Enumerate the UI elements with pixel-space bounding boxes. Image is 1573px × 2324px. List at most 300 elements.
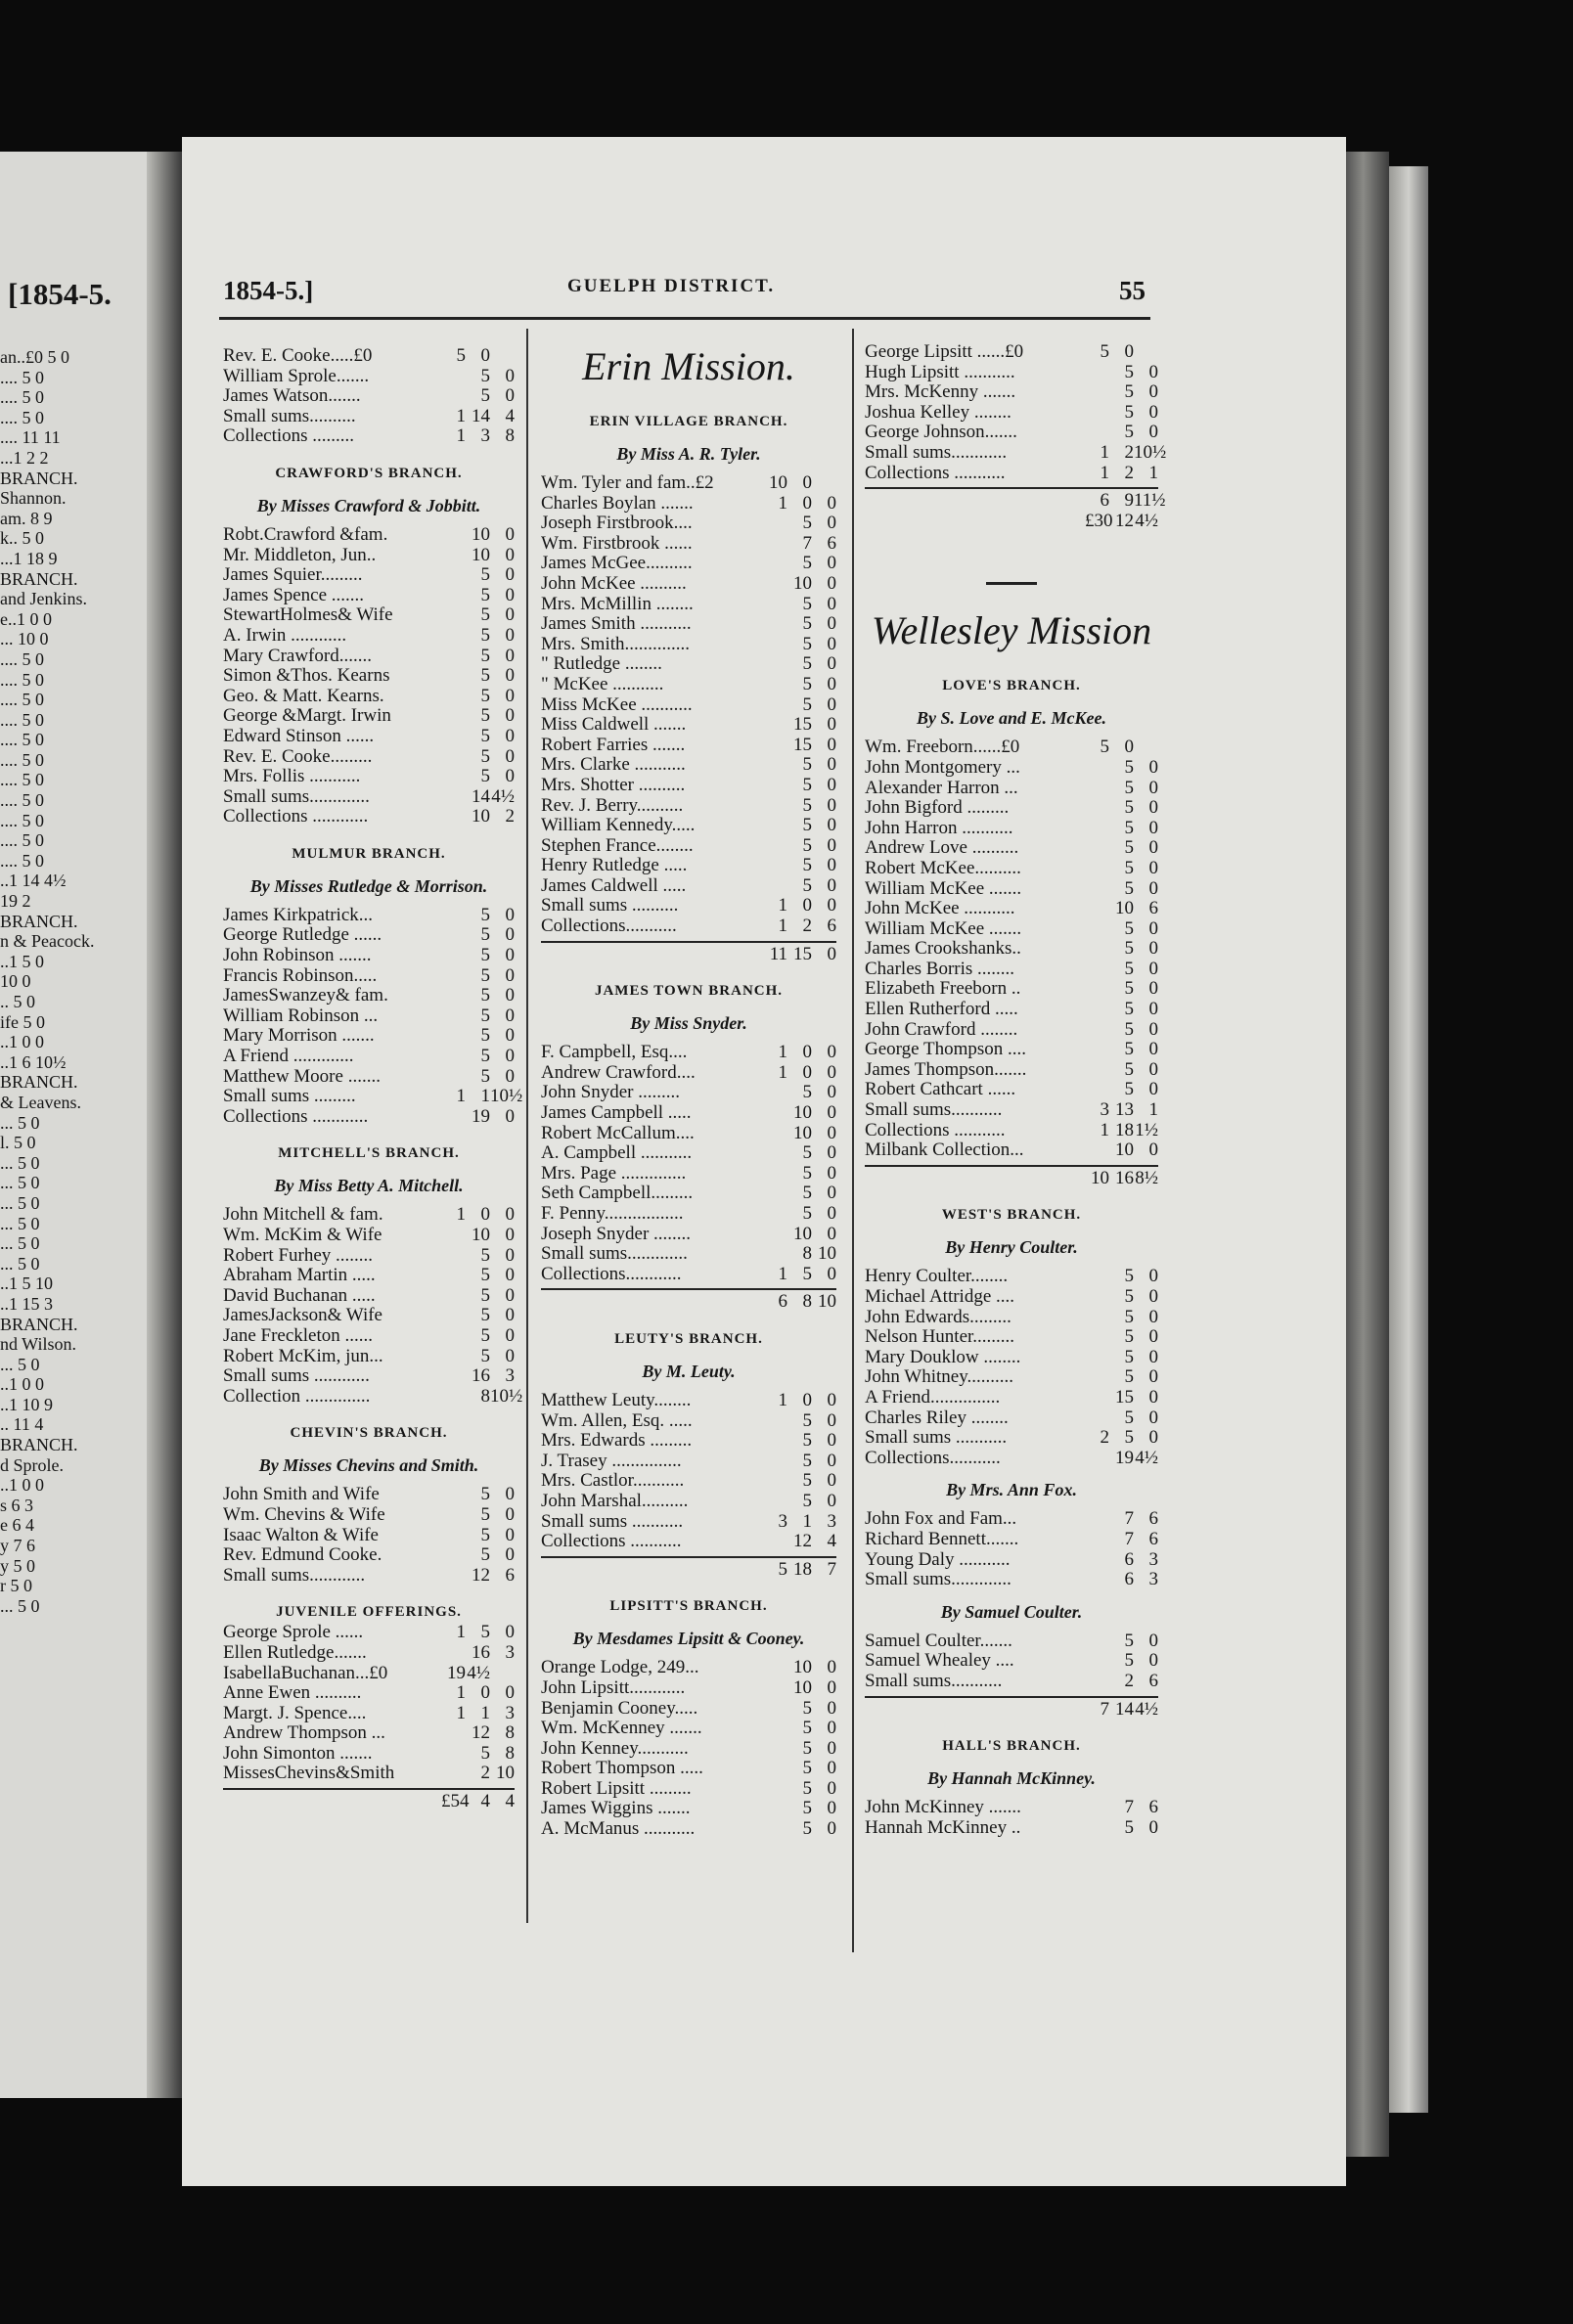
- left-page-row: ..1 14 4½: [0, 871, 67, 891]
- entry-amount: [441, 1026, 466, 1047]
- left-page-row: ...1 2 2: [0, 447, 49, 468]
- entry-row: [223, 1347, 515, 1367]
- entry-row: [865, 403, 1158, 424]
- entry-amount: 1½: [1135, 1119, 1158, 1140]
- entry-amount: 0: [505, 645, 515, 666]
- entry-name: A. Irwin ............: [223, 625, 347, 646]
- entry-amount: 1: [778, 1061, 787, 1083]
- entry-amount: 5: [802, 874, 812, 896]
- subtotal-row: [223, 1788, 515, 1812]
- entry-name: John McKinney .......: [865, 1798, 1021, 1818]
- entry-amount: 5: [1124, 401, 1134, 423]
- left-page-row: .... 5 0: [0, 730, 44, 750]
- entry-amount: 0: [1148, 1630, 1158, 1651]
- entry-name: James Squier.........: [223, 565, 363, 586]
- entry-amount: 0: [827, 855, 836, 876]
- entry-amount: 5: [778, 1558, 787, 1580]
- branch-heading: MITCHELL'S BRANCH.: [278, 1145, 460, 1162]
- entry-row: [865, 1570, 1158, 1590]
- entry-amount: 0: [827, 593, 836, 614]
- entry-amount: [441, 586, 466, 606]
- entry-amount: 10: [472, 544, 490, 565]
- entry-row: [223, 1326, 515, 1347]
- entry-amount: 0: [827, 734, 836, 755]
- entry-name: JamesSwanzey& fam.: [223, 986, 388, 1006]
- left-page-row: ... 5 0: [0, 1595, 40, 1616]
- entry-amount: [1085, 1570, 1109, 1590]
- entry-amount: 0: [1148, 777, 1158, 798]
- page-title: GUELPH DISTRICT.: [567, 276, 776, 296]
- entry-amount: [1085, 1040, 1109, 1060]
- entry-amount: [1085, 1530, 1109, 1550]
- entry-amount: [441, 767, 466, 787]
- entry-amount: [1085, 1060, 1109, 1081]
- entry-name: Seth Campbell.........: [541, 1184, 694, 1204]
- entry-amount: 5: [802, 1697, 812, 1719]
- entry-amount: 4½: [467, 1662, 490, 1683]
- entry-name: Collections .........: [223, 426, 355, 447]
- entry-amount: 0: [1148, 1039, 1158, 1060]
- entry-amount: 0: [827, 874, 836, 896]
- entry-amount: 1: [456, 1622, 466, 1643]
- left-page-header: [1854-5.: [8, 277, 112, 311]
- left-page-row: BRANCH.: [0, 568, 78, 589]
- entry-amount: [1085, 798, 1109, 819]
- entry-amount: [763, 554, 787, 574]
- entry-amount: 10½: [490, 1086, 523, 1107]
- entry-amount: [441, 986, 466, 1006]
- entry-row: [541, 1471, 836, 1492]
- entry-name: James Smith ...........: [541, 614, 692, 635]
- left-page-row: ... 5 0: [0, 1213, 40, 1233]
- entry-amount: [1085, 1550, 1109, 1571]
- entry-amount: 5: [456, 345, 466, 366]
- entry-row: [865, 512, 1158, 532]
- entry-name: Mrs. Smith..............: [541, 634, 691, 654]
- collector-line: By Miss Snyder.: [630, 1013, 747, 1034]
- entry-amount: 2: [1100, 1427, 1109, 1449]
- entry-amount: [441, 1246, 466, 1267]
- entry-amount: [763, 1658, 787, 1678]
- entry-amount: 5: [1124, 1079, 1134, 1100]
- entry-amount: 7: [1124, 1528, 1134, 1549]
- entry-name: Wm. Chevins & Wife: [223, 1504, 385, 1525]
- entry-name: John Snyder .........: [541, 1083, 680, 1103]
- section-dash: [986, 582, 1037, 585]
- entry-amount: 7: [802, 532, 812, 554]
- collector-line: By Samuel Coulter.: [940, 1601, 1083, 1622]
- entry-amount: 5: [1124, 1018, 1134, 1040]
- entry-amount: £54: [441, 1791, 470, 1812]
- entry-amount: 5: [1124, 817, 1134, 838]
- entry-name: Collections...........: [865, 1448, 1001, 1468]
- entry-amount: 0: [827, 815, 836, 836]
- entry-name: Ellen Rutherford .....: [865, 1000, 1018, 1020]
- entry-amount: [763, 1204, 787, 1225]
- entry-row: [865, 1080, 1158, 1100]
- entry-amount: [763, 1699, 787, 1720]
- entry-name: William Sprole.......: [223, 366, 370, 386]
- entry-amount: [441, 1387, 466, 1408]
- entry-amount: [490, 346, 515, 367]
- entry-row: [541, 1719, 836, 1739]
- entry-amount: 0: [827, 1162, 836, 1184]
- entry-row: [865, 1530, 1158, 1550]
- subtotal-row: [865, 487, 1166, 512]
- entry-name: James Wiggins .......: [541, 1799, 691, 1819]
- entry-amount: 5: [1124, 381, 1134, 403]
- entry-amount: [763, 715, 787, 736]
- entry-amount: 0: [505, 964, 515, 986]
- entry-amount: [1085, 1287, 1109, 1308]
- entry-amount: [763, 1779, 787, 1800]
- entry-name: Collections ............: [223, 807, 369, 827]
- entry-name: Small sums..........: [223, 406, 356, 426]
- entry-amount: 0: [827, 513, 836, 534]
- entry-amount: 0: [827, 1777, 836, 1799]
- entry-amount: 0: [505, 685, 515, 706]
- entry-amount: 5: [802, 1142, 812, 1164]
- entry-amount: 12: [1115, 510, 1134, 531]
- entry-amount: 0: [1148, 797, 1158, 819]
- entry-amount: 0: [827, 1122, 836, 1143]
- entry-amount: 12: [793, 1531, 812, 1552]
- entry-row: [541, 1819, 836, 1840]
- header-rule: [219, 317, 1150, 320]
- collector-line: By M. Leuty.: [642, 1361, 736, 1381]
- entry-amount: 5: [1124, 756, 1134, 778]
- entry-name: William Robinson ...: [223, 1006, 379, 1026]
- entry-amount: 5: [1124, 1346, 1134, 1367]
- entry-amount: 5: [480, 1524, 490, 1545]
- entry-amount: [763, 1819, 787, 1840]
- entry-amount: 0: [1148, 1816, 1158, 1838]
- entry-row: [865, 859, 1158, 879]
- entry-row: [541, 796, 836, 817]
- entry-name: JamesJackson& Wife: [223, 1306, 382, 1326]
- entry-amount: [763, 1471, 787, 1492]
- entry-amount: 5: [802, 855, 812, 876]
- entry-amount: [441, 1643, 466, 1664]
- entry-name: Geo. & Matt. Kearns.: [223, 686, 384, 706]
- entry-amount: 10: [793, 1676, 812, 1698]
- entry-name: [865, 491, 1085, 512]
- entry-amount: 0: [1148, 1650, 1158, 1672]
- collector-line: By Miss Betty A. Mitchell.: [274, 1176, 464, 1196]
- entry-name: Mary Crawford.......: [223, 646, 372, 666]
- entry-name: F. Penny.................: [541, 1204, 684, 1224]
- entry-amount: 8: [505, 425, 515, 447]
- entry-amount: [441, 1723, 466, 1744]
- entry-name: Hugh Lipsitt ...........: [865, 362, 1015, 382]
- entry-name: Collections...........: [541, 916, 677, 937]
- entry-row: [223, 1026, 515, 1047]
- entry-amount: 5: [802, 794, 812, 816]
- entry-row: [223, 1067, 515, 1088]
- entry-amount: 1: [1100, 441, 1109, 463]
- entry-row: [541, 1411, 836, 1432]
- entry-row: [541, 776, 836, 796]
- entry-amount: 4½: [491, 785, 515, 807]
- entry-amount: 7: [1124, 1508, 1134, 1530]
- entry-amount: [763, 654, 787, 675]
- entry-amount: 6: [778, 1291, 787, 1313]
- left-page-row: nd Wilson.: [0, 1334, 76, 1355]
- entry-name: J. Trasey ...............: [541, 1451, 682, 1471]
- entry-name: John Harron ...........: [865, 818, 1013, 838]
- entry-amount: 0: [505, 725, 515, 746]
- entry-row: [541, 654, 836, 675]
- entry-amount: 0: [505, 1324, 515, 1346]
- entry-amount: 5: [480, 705, 490, 727]
- entry-amount: [441, 807, 466, 827]
- entry-row: [541, 1512, 836, 1533]
- entry-row: [541, 1225, 836, 1245]
- page-edge-stack: [1389, 166, 1428, 2113]
- entry-amount: 1: [480, 1702, 490, 1723]
- entry-amount: 0: [505, 745, 515, 767]
- entry-name: Small sums .........: [223, 1087, 356, 1107]
- page-number: 55: [1119, 276, 1146, 305]
- collector-line: By Misses Chevins and Smith.: [258, 1455, 479, 1476]
- entry-amount: [441, 1744, 466, 1765]
- entry-name: John McKee ...........: [865, 899, 1015, 919]
- entry-amount: 16: [1115, 1167, 1134, 1188]
- entry-amount: [1085, 879, 1109, 900]
- entry-amount: 0: [505, 1204, 515, 1226]
- entry-name: Isaac Walton & Wife: [223, 1525, 379, 1545]
- entry-row: [865, 1818, 1158, 1839]
- entry-amount: 0: [505, 624, 515, 646]
- entry-name: Robt.Crawford &fam.: [223, 524, 388, 545]
- entry-name: Francis Robinson.....: [223, 965, 378, 986]
- entry-name: Small sums.............: [223, 786, 370, 807]
- entry-row: [541, 1143, 836, 1164]
- entry-row: [865, 838, 1158, 859]
- entry-amount: 1: [778, 1389, 787, 1410]
- entry-amount: 5: [802, 1082, 812, 1103]
- entry-name: Andrew Crawford....: [541, 1062, 696, 1083]
- left-page-row: ..1 0 0: [0, 1032, 44, 1052]
- entry-amount: [1085, 1818, 1109, 1839]
- entry-row: [223, 906, 515, 926]
- entry-amount: 8: [505, 1722, 515, 1744]
- entry-row: [541, 1658, 836, 1678]
- left-page-row: ...1 18 9: [0, 548, 58, 568]
- entry-amount: [763, 514, 787, 534]
- left-page-row: an..£0 5 0: [0, 347, 69, 367]
- branch-heading: LIPSITT'S BRANCH.: [609, 1598, 768, 1615]
- entry-amount: 5: [480, 1284, 490, 1306]
- entry-amount: 0: [1148, 1079, 1158, 1100]
- entry-amount: 0: [827, 834, 836, 856]
- left-page-row: r 5 0: [0, 1576, 32, 1596]
- entry-row: [865, 1631, 1158, 1652]
- entry-amount: 5: [802, 613, 812, 635]
- entry-amount: 0: [505, 1225, 515, 1245]
- entry-amount: [1085, 1348, 1109, 1368]
- entry-name: John Edwards.........: [865, 1307, 1011, 1327]
- entry-amount: 5: [480, 1484, 490, 1505]
- entry-row: [223, 1226, 515, 1246]
- entry-row: [865, 1408, 1158, 1429]
- entry-amount: 16: [472, 1641, 490, 1663]
- entry-name: Collections ............: [223, 1106, 369, 1127]
- entry-amount: 13: [1115, 1099, 1134, 1121]
- entry-amount: 5: [1124, 1058, 1134, 1080]
- entry-amount: [441, 1067, 466, 1088]
- entry-name: Alexander Harron ...: [865, 778, 1018, 798]
- entry-amount: 0: [827, 1450, 836, 1471]
- entry-row: [865, 899, 1158, 919]
- entry-name: Collection ..............: [223, 1386, 371, 1407]
- entry-amount: 0: [827, 774, 836, 795]
- entry-amount: 3: [505, 1702, 515, 1723]
- entry-amount: [441, 666, 466, 687]
- entry-amount: 10½: [490, 1385, 523, 1407]
- entry-amount: 0: [505, 1544, 515, 1566]
- entry-amount: 2: [1124, 441, 1134, 463]
- entry-amount: 5: [480, 924, 490, 946]
- entry-name: A. McManus ...........: [541, 1819, 696, 1840]
- entry-amount: 6: [1100, 490, 1109, 512]
- entry-amount: [763, 876, 787, 897]
- entry-row: [865, 1100, 1158, 1121]
- entry-name: John Mitchell & fam.: [223, 1205, 383, 1226]
- left-page-row: e 6 4: [0, 1515, 34, 1536]
- entry-amount: 5: [1124, 797, 1134, 819]
- entry-name: James Thompson.......: [865, 1059, 1027, 1080]
- entry-name: Samuel Whealey ....: [865, 1651, 1014, 1672]
- entry-name: Elizabeth Freeborn ..: [865, 979, 1021, 1000]
- entry-amount: 14: [1115, 1698, 1134, 1720]
- entry-amount: [441, 966, 466, 987]
- entry-name: " McKee ...........: [541, 674, 664, 694]
- entry-name: James Kirkpatrick...: [223, 905, 374, 925]
- entry-amount: 5: [802, 774, 812, 795]
- entry-row: [865, 979, 1158, 1000]
- entry-amount: [441, 647, 466, 667]
- entry-amount: 0: [505, 665, 515, 687]
- entry-amount: [441, 687, 466, 707]
- entry-amount: [763, 1124, 787, 1144]
- entry-row: [865, 1348, 1158, 1368]
- entry-name: Mrs. Edwards .........: [541, 1431, 693, 1452]
- entry-amount: 10: [1115, 1140, 1134, 1161]
- entry-name: Margt. J. Spence....: [223, 1703, 367, 1723]
- entry-amount: 4: [505, 405, 515, 426]
- entry-amount: 5: [802, 1450, 812, 1471]
- entry-amount: 15: [1115, 1386, 1134, 1408]
- entry-row: [541, 1452, 836, 1472]
- entry-amount: 5: [1124, 777, 1134, 798]
- entry-amount: 0: [1148, 999, 1158, 1020]
- entry-amount: 1: [456, 1086, 466, 1107]
- entry-row: [223, 1704, 515, 1724]
- mission-title: Erin Mission.: [582, 344, 795, 388]
- entry-amount: 0: [505, 1484, 515, 1505]
- entry-amount: 1: [1100, 1119, 1109, 1140]
- entry-amount: 0: [1148, 958, 1158, 979]
- entry-amount: [763, 635, 787, 655]
- entry-name: Small sums.............: [541, 1244, 688, 1265]
- entry-row: [541, 675, 836, 695]
- entry-amount: 5: [480, 1065, 490, 1087]
- entry-row: [223, 687, 515, 707]
- entry-name: A. Campbell ...........: [541, 1143, 693, 1164]
- entry-amount: 0: [827, 1389, 836, 1410]
- entry-amount: 5: [480, 1046, 490, 1067]
- left-page-row: .. 5 0: [0, 992, 35, 1011]
- entry-row: [865, 363, 1158, 383]
- entry-row: [541, 755, 836, 776]
- entry-name: IsabellaBuchanan...£0: [223, 1663, 388, 1683]
- entry-name: Collections ...........: [541, 1532, 682, 1552]
- entry-amount: 1: [456, 405, 466, 426]
- entry-row: [223, 1526, 515, 1546]
- entry-amount: 1: [778, 916, 787, 937]
- entry-row: [223, 647, 515, 667]
- column-3: [865, 341, 1167, 1838]
- left-page-row: ..1 10 9: [0, 1394, 53, 1414]
- left-page-row: BRANCH.: [0, 468, 78, 488]
- entry-name: John Bigford .........: [865, 798, 1010, 819]
- entry-row: [541, 1164, 836, 1184]
- entry-amount: 5: [802, 1162, 812, 1184]
- entry-name: John Lipsitt............: [541, 1677, 686, 1698]
- entry-name: Small sums...........: [865, 1100, 1003, 1121]
- entry-amount: 0: [802, 1389, 812, 1410]
- entry-amount: 3: [1148, 1569, 1158, 1590]
- entry-name: John Simonton .......: [223, 1743, 373, 1764]
- entry-amount: 0: [827, 693, 836, 715]
- entry-name: Small sums............: [865, 442, 1008, 463]
- entry-amount: [1085, 1000, 1109, 1020]
- entry-amount: [1085, 1408, 1109, 1429]
- entry-amount: 5: [480, 725, 490, 746]
- entry-amount: 5: [802, 1758, 812, 1779]
- left-page-row: Shannon.: [0, 488, 67, 509]
- entry-name: James Caldwell .....: [541, 875, 687, 896]
- entry-row: [541, 1391, 836, 1411]
- entry-amount: 0: [1148, 1346, 1158, 1367]
- entry-name: Richard Bennett.......: [865, 1529, 1019, 1549]
- entry-amount: 5: [480, 985, 490, 1006]
- entry-amount: 5: [1124, 1039, 1134, 1060]
- entry-amount: 0: [827, 1657, 836, 1678]
- left-page-row: .. 11 4: [0, 1414, 44, 1435]
- entry-row: [541, 635, 836, 655]
- entry-amount: 5: [802, 693, 812, 715]
- entry-name: Robert Lipsitt .........: [541, 1778, 692, 1799]
- entry-name: Mr. Middleton, Jun..: [223, 545, 377, 565]
- entry-amount: 19: [472, 1105, 490, 1127]
- entry-name: Henry Rutledge .....: [541, 856, 688, 876]
- entry-amount: 0: [802, 1061, 812, 1083]
- entry-amount: 5: [802, 1263, 812, 1284]
- entry-name: Wm. Tyler and fam..£2: [541, 473, 714, 493]
- entry-name: John Kenney...........: [541, 1738, 689, 1759]
- entry-amount: 10: [793, 1657, 812, 1678]
- entry-name: Milbank Collection...: [865, 1140, 1024, 1161]
- left-page-row: ... 5 0: [0, 1354, 40, 1374]
- left-page-row: & Leavens.: [0, 1092, 81, 1112]
- left-page-row: .... 5 0: [0, 749, 44, 770]
- entry-name: Rev. E. Cooke.....£0: [223, 346, 373, 366]
- entry-name: John Smith and Wife: [223, 1485, 380, 1505]
- entry-amount: 8: [802, 1291, 812, 1313]
- entry-name: Miss Caldwell .......: [541, 715, 687, 736]
